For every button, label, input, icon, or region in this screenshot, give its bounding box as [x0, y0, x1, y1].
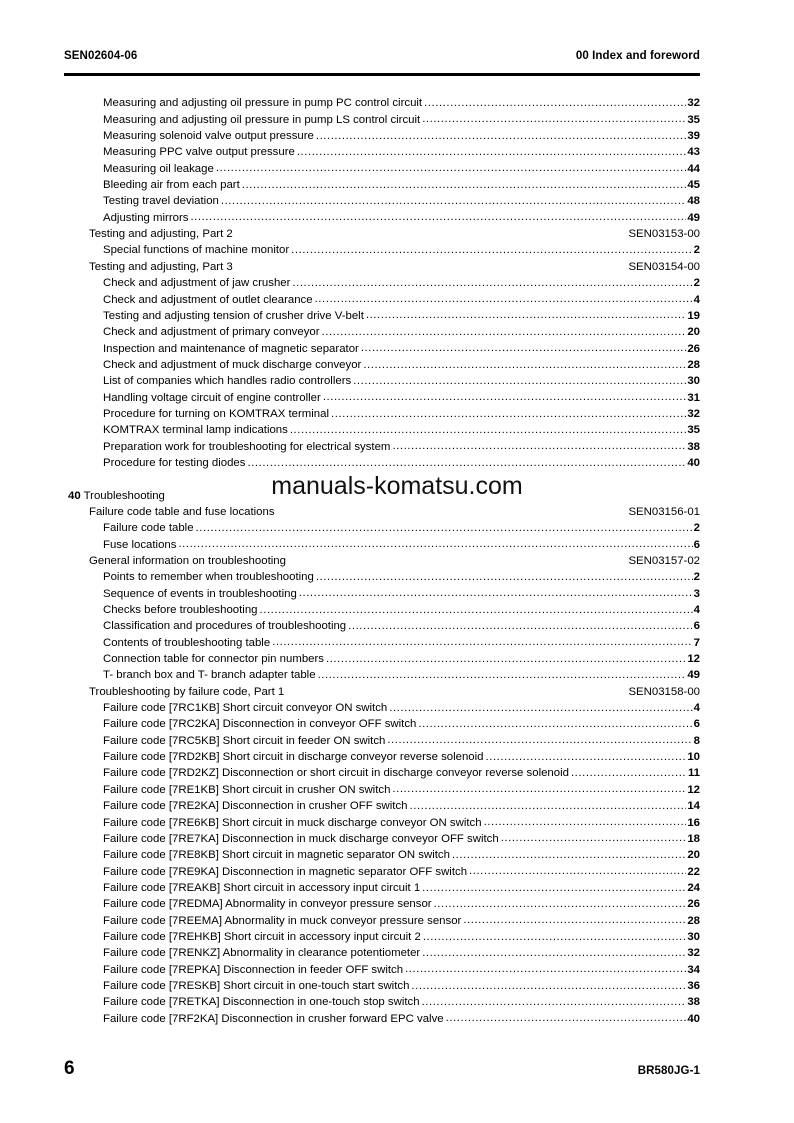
toc-entry-label: Contents of troubleshooting table: [103, 636, 271, 649]
toc-page-number: 24: [687, 881, 700, 894]
toc-entry-label: Failure code [7RD2KZ] Disconnection or short circuit in discharge conveyor reverse solenoid: [103, 767, 569, 780]
toc-entry[interactable]: [64, 994, 700, 1010]
header-divider: [64, 73, 700, 76]
toc-entry[interactable]: [64, 389, 700, 405]
toc-page-number: 20: [687, 326, 700, 339]
toc-entry[interactable]: [64, 585, 700, 601]
toc-entry-label: Testing and adjusting, Part 2: [89, 228, 233, 241]
toc-page-number: 12: [687, 783, 700, 796]
toc-entry[interactable]: [64, 291, 700, 307]
toc-entry[interactable]: [64, 111, 700, 127]
toc-entry[interactable]: [64, 406, 700, 422]
toc-entry-label: Failure code [7REAKB] Short circuit in accessory input circuit 1: [103, 881, 421, 894]
toc-entry-label: Failure code [7RC1KB] Short circuit conveyor ON switch: [103, 702, 388, 715]
toc-page-number: 28: [687, 914, 700, 927]
toc-entry-label: Adjusting mirrors: [103, 211, 189, 224]
toc-page-number: 7: [693, 636, 700, 649]
toc-page-number: 32: [687, 407, 700, 420]
toc-leader-dots: [316, 569, 693, 580]
toc-entry-label: Failure code [7RENKZ] Abnormality in clearance potentiometer: [103, 947, 421, 960]
toc-entry-label: Failure code [7REHKB] Short circuit in accessory input circuit 2: [103, 930, 421, 943]
toc-entry-label: Classification and procedures of troubleshooting: [103, 620, 347, 633]
toc-leader-dots: [423, 929, 687, 940]
toc-leader-dots: [235, 258, 629, 269]
toc-leader-dots: [422, 945, 686, 956]
toc-entry-label: Failure code [7RE8KB] Short circuit in magnetic separator ON switch: [103, 849, 450, 862]
toc-page-number: 32: [687, 947, 700, 960]
toc-page-number: 35: [687, 424, 700, 437]
toc-leader-dots: [291, 242, 693, 253]
toc-entry-label: Fuse locations: [103, 538, 177, 551]
toc-page-number: 30: [687, 930, 700, 943]
header-document-code: SEN02604-06: [64, 50, 138, 62]
toc-leader-dots: [196, 520, 693, 531]
toc-entry-label: Failure code [7RE7KA] Disconnection in muck discharge conveyor OFF switch: [103, 832, 499, 845]
toc-entry[interactable]: [64, 373, 700, 389]
toc-entry[interactable]: [64, 455, 700, 471]
toc-page-number: 49: [687, 211, 700, 224]
toc-leader-dots: [501, 830, 687, 841]
toc-leader-dots: [290, 422, 686, 433]
toc-page-number: 38: [687, 996, 700, 1009]
toc-document-code: SEN03153-00: [628, 228, 700, 241]
watermark: manuals-komatsu.com: [271, 472, 523, 500]
toc-entry[interactable]: [64, 961, 700, 977]
toc-page-number: 10: [687, 751, 700, 764]
toc-entry-label: List of companies which handles radio controllers: [103, 375, 352, 388]
toc-entry-label: Failure code [7RC5KB] Short circuit in feeder ON switch: [103, 734, 386, 747]
toc-entry[interactable]: [64, 798, 700, 814]
toc-entry-label: Connection table for connector pin numbers: [103, 653, 324, 666]
toc-entry-label: Failure code [7REDMA] Abnormality in conveyor pressure sensor: [103, 898, 432, 911]
toc-entry[interactable]: [64, 847, 700, 863]
toc-entry-label: Special functions of machine monitor: [103, 244, 290, 257]
toc-leader-dots: [286, 683, 628, 694]
toc-leader-dots: [316, 128, 686, 139]
toc-leader-dots: [190, 209, 686, 220]
footer-model-code: BR580JG-1: [637, 1065, 700, 1077]
toc-entry-label: Inspection and maintenance of magnetic separator: [103, 342, 359, 355]
toc-leader-dots: [392, 438, 686, 449]
page-header: [64, 50, 700, 62]
toc-entry[interactable]: [64, 307, 700, 323]
toc-leader-dots: [389, 700, 692, 711]
toc-page-number: 14: [687, 800, 700, 813]
toc-page-number: 2: [693, 571, 700, 584]
toc-page-number: 18: [687, 832, 700, 845]
toc-entry-label: Measuring PPC valve output pressure: [103, 146, 295, 159]
toc-entry[interactable]: [64, 978, 700, 994]
toc-entry-label: Measuring oil leakage: [103, 162, 214, 175]
toc-entry-label: Handling voltage circuit of engine controller: [103, 391, 321, 404]
toc-page-number: 22: [687, 865, 700, 878]
toc-leader-dots: [484, 814, 687, 825]
toc-document-code: SEN03156-01: [628, 505, 700, 518]
toc-entry-label: Measuring and adjusting oil pressure in pump PC control circuit: [103, 97, 423, 110]
toc-page-number: 6: [693, 620, 700, 633]
toc-page-number: 40: [687, 456, 700, 469]
toc-leader-dots: [463, 912, 686, 923]
toc-leader-dots: [366, 307, 686, 318]
toc-page-number: 36: [687, 979, 700, 992]
toc-leader-dots: [292, 275, 692, 286]
toc-page-number: 26: [687, 898, 700, 911]
toc-leader-dots: [323, 389, 687, 400]
toc-entry[interactable]: [64, 438, 700, 454]
toc-entry-label: Checks before troubleshooting: [103, 604, 258, 617]
toc-leader-dots: [242, 177, 687, 188]
toc-leader-dots: [469, 863, 686, 874]
page-footer: [64, 1058, 700, 1080]
toc-section-number: 40: [68, 489, 81, 502]
toc-entry-label: Failure code [7REEMA] Abnormality in muck conveyor pressure sensor: [103, 914, 462, 927]
toc-leader-dots: [288, 553, 629, 564]
toc-entry-label: Testing and adjusting tension of crusher drive V-belt: [103, 309, 364, 322]
toc-entry[interactable]: [64, 569, 700, 585]
toc-entry[interactable]: [64, 160, 700, 176]
toc-leader-dots: [331, 406, 686, 417]
toc-page-number: 34: [687, 963, 700, 976]
toc-section-heading[interactable]: [64, 553, 700, 569]
toc-entry-label: Failure code [7RESKB] Short circuit in one-touch start switch: [103, 979, 410, 992]
toc-page-number: 49: [687, 669, 700, 682]
toc-entry-label: Check and adjustment of primary conveyor: [103, 326, 320, 339]
toc-entry[interactable]: [64, 324, 700, 340]
toc-page-number: 2: [693, 522, 700, 535]
toc-entry-label: Troubleshooting by failure code, Part 1: [89, 685, 285, 698]
toc-leader-dots: [411, 978, 686, 989]
footer-page-number: 6: [64, 1058, 75, 1079]
toc-entry-label: Failure code [7RE9KA] Disconnection in magnetic separator OFF switch: [103, 865, 468, 878]
toc-entry[interactable]: [64, 912, 700, 928]
toc-entry[interactable]: [64, 929, 700, 945]
toc-leader-dots: [405, 961, 686, 972]
toc-entry-label: Failure code [7RETKA] Disconnection in one-touch stop switch: [103, 996, 420, 1009]
toc-leader-dots: [216, 160, 687, 171]
toc-leader-dots: [422, 880, 686, 891]
toc-leader-dots: [434, 896, 687, 907]
toc-entry[interactable]: [64, 520, 700, 536]
toc-document-code: SEN03158-00: [628, 685, 700, 698]
toc-page-number: 3: [693, 587, 700, 600]
toc-document-code: SEN03157-02: [628, 555, 700, 568]
toc-page-number: 11: [687, 767, 700, 780]
toc-entry[interactable]: [64, 700, 700, 716]
toc-leader-dots: [387, 732, 692, 743]
toc-entry[interactable]: [64, 945, 700, 961]
toc-page-number: 19: [687, 309, 700, 322]
toc-entry[interactable]: [64, 830, 700, 846]
toc-page-number: 35: [687, 113, 700, 126]
toc-entry-label: Check and adjustment of outlet clearance: [103, 293, 313, 306]
toc-entry-label: General information on troubleshooting: [89, 555, 286, 568]
toc-entry-label: Failure code table and fuse locations: [89, 505, 275, 518]
toc-entry[interactable]: [64, 634, 700, 650]
toc-entry-label: Sequence of events in troubleshooting: [103, 587, 297, 600]
toc-leader-dots: [418, 716, 692, 727]
toc-page-number: 30: [687, 375, 700, 388]
toc-entry[interactable]: [64, 177, 700, 193]
toc-page-number: 6: [693, 538, 700, 551]
toc-leader-dots: [363, 357, 686, 368]
toc-section-heading[interactable]: [64, 504, 700, 520]
toc-page-number: 43: [687, 146, 700, 159]
toc-page-number: 39: [687, 130, 700, 143]
toc-entry[interactable]: [64, 781, 700, 797]
toc-entry-label: T- branch box and T- branch adapter table: [103, 669, 316, 682]
toc-entry-label: Failure code [7REPKA] Disconnection in feeder OFF switch: [103, 963, 404, 976]
toc-entry[interactable]: [64, 128, 700, 144]
toc-entry[interactable]: [64, 209, 700, 225]
toc-page-number: 2: [693, 244, 700, 257]
toc-leader-dots: [277, 504, 629, 515]
toc-leader-dots: [361, 340, 687, 351]
table-of-contents: [64, 95, 700, 1027]
toc-entry-label: Failure code [7RE2KA] Disconnection in crusher OFF switch: [103, 800, 408, 813]
toc-entry-label: Failure code [7RC2KA] Disconnection in conveyor OFF switch: [103, 718, 417, 731]
toc-entry[interactable]: [64, 667, 700, 683]
toc-entry[interactable]: [64, 95, 700, 111]
toc-leader-dots: [318, 667, 687, 678]
toc-document-code: SEN03154-00: [628, 260, 700, 273]
toc-leader-dots: [424, 95, 686, 106]
toc-leader-dots: [247, 455, 686, 466]
toc-page-number: 12: [687, 653, 700, 666]
toc-entry[interactable]: [64, 422, 700, 438]
toc-leader-dots: [410, 798, 687, 809]
toc-page-number: 44: [687, 162, 700, 175]
toc-leader-dots: [422, 111, 686, 122]
toc-entry-label: Failure code [7RE6KB] Short circuit in muck discharge conveyor ON switch: [103, 816, 482, 829]
toc-page-number: 4: [693, 293, 700, 306]
toc-entry[interactable]: [64, 1010, 700, 1026]
toc-entry-label: KOMTRAX terminal lamp indications: [103, 424, 288, 437]
toc-page-number: 2: [693, 277, 700, 290]
toc-page-number: 32: [687, 97, 700, 110]
toc-entry[interactable]: [64, 896, 700, 912]
toc-entry-label: Failure code [7RD2KB] Short circuit in discharge conveyor reverse solenoid: [103, 751, 484, 764]
toc-leader-dots: [235, 226, 629, 237]
toc-entry-label: Failure code [7RF2KA] Disconnection in crusher forward EPC valve: [103, 1012, 444, 1025]
toc-leader-dots: [315, 291, 693, 302]
toc-leader-dots: [178, 536, 692, 547]
toc-section-title: Troubleshooting: [80, 489, 165, 502]
toc-entry-label: Check and adjustment of jaw crusher: [103, 277, 291, 290]
toc-page-number: 16: [687, 816, 700, 829]
toc-leader-dots: [422, 994, 687, 1005]
toc-leader-dots: [446, 1010, 687, 1021]
toc-leader-dots: [571, 765, 687, 776]
toc-entry[interactable]: [64, 602, 700, 618]
toc-leader-dots: [221, 193, 686, 204]
toc-leader-dots: [348, 618, 693, 629]
toc-entry[interactable]: [64, 144, 700, 160]
toc-section-heading[interactable]: [64, 258, 700, 274]
toc-leader-dots: [260, 602, 693, 613]
toc-page-number: 20: [687, 849, 700, 862]
toc-entry-label: Bleeding air from each part: [103, 179, 240, 192]
toc-page-number: 48: [687, 195, 700, 208]
toc-entry[interactable]: [64, 193, 700, 209]
toc-entry[interactable]: [64, 242, 700, 258]
toc-entry-label: Check and adjustment of muck discharge conveyor: [103, 358, 362, 371]
toc-entry[interactable]: [64, 765, 700, 781]
toc-leader-dots: [353, 373, 686, 384]
toc-leader-dots: [452, 847, 686, 858]
toc-page-number: 38: [687, 440, 700, 453]
toc-entry[interactable]: [64, 732, 700, 748]
toc-leader-dots: [322, 324, 687, 335]
toc-section-heading[interactable]: [64, 683, 700, 699]
toc-entry-label: Points to remember when troubleshooting: [103, 571, 314, 584]
toc-page-number: 28: [687, 358, 700, 371]
toc-entry-label: Preparation work for troubleshooting for electrical system: [103, 440, 391, 453]
toc-section-heading[interactable]: [64, 226, 700, 242]
toc-entry[interactable]: [64, 880, 700, 896]
toc-leader-dots: [272, 634, 692, 645]
toc-entry-label: Measuring solenoid valve output pressure: [103, 130, 314, 143]
toc-page-number: 4: [693, 604, 700, 617]
toc-entry[interactable]: [64, 340, 700, 356]
toc-page-number: 45: [687, 179, 700, 192]
toc-entry-label: Failure code table: [103, 522, 194, 535]
toc-leader-dots: [297, 144, 686, 155]
toc-entry[interactable]: [64, 275, 700, 291]
toc-entry-label: Procedure for turning on KOMTRAX terminal: [103, 407, 330, 420]
toc-entry[interactable]: [64, 618, 700, 634]
toc-page-number: 26: [687, 342, 700, 355]
header-section-title: 00 Index and foreword: [575, 50, 700, 62]
toc-entry-label: Measuring and adjusting oil pressure in pump LS control circuit: [103, 113, 421, 126]
toc-page-number: 4: [693, 702, 700, 715]
toc-leader-dots: [392, 781, 686, 792]
toc-entry[interactable]: [64, 716, 700, 732]
toc-entry[interactable]: [64, 357, 700, 373]
toc-entry[interactable]: [64, 536, 700, 552]
toc-entry-label: Failure code [7RE1KB] Short circuit in crusher ON switch: [103, 783, 391, 796]
toc-entry[interactable]: [64, 651, 700, 667]
toc-leader-dots: [299, 585, 693, 596]
toc-entry[interactable]: [64, 863, 700, 879]
toc-entry-label: Procedure for testing diodes: [103, 456, 246, 469]
toc-entry-label: Testing and adjusting, Part 3: [89, 260, 233, 273]
toc-entry-label: Testing travel deviation: [103, 195, 219, 208]
toc-leader-dots: [486, 749, 687, 760]
toc-page-number: 8: [693, 734, 700, 747]
toc-entry[interactable]: [64, 749, 700, 765]
toc-leader-dots: [326, 651, 686, 662]
toc-page-number: 40: [687, 1012, 700, 1025]
toc-page-number: 6: [693, 718, 700, 731]
toc-entry[interactable]: [64, 814, 700, 830]
toc-page-number: 31: [687, 391, 700, 404]
